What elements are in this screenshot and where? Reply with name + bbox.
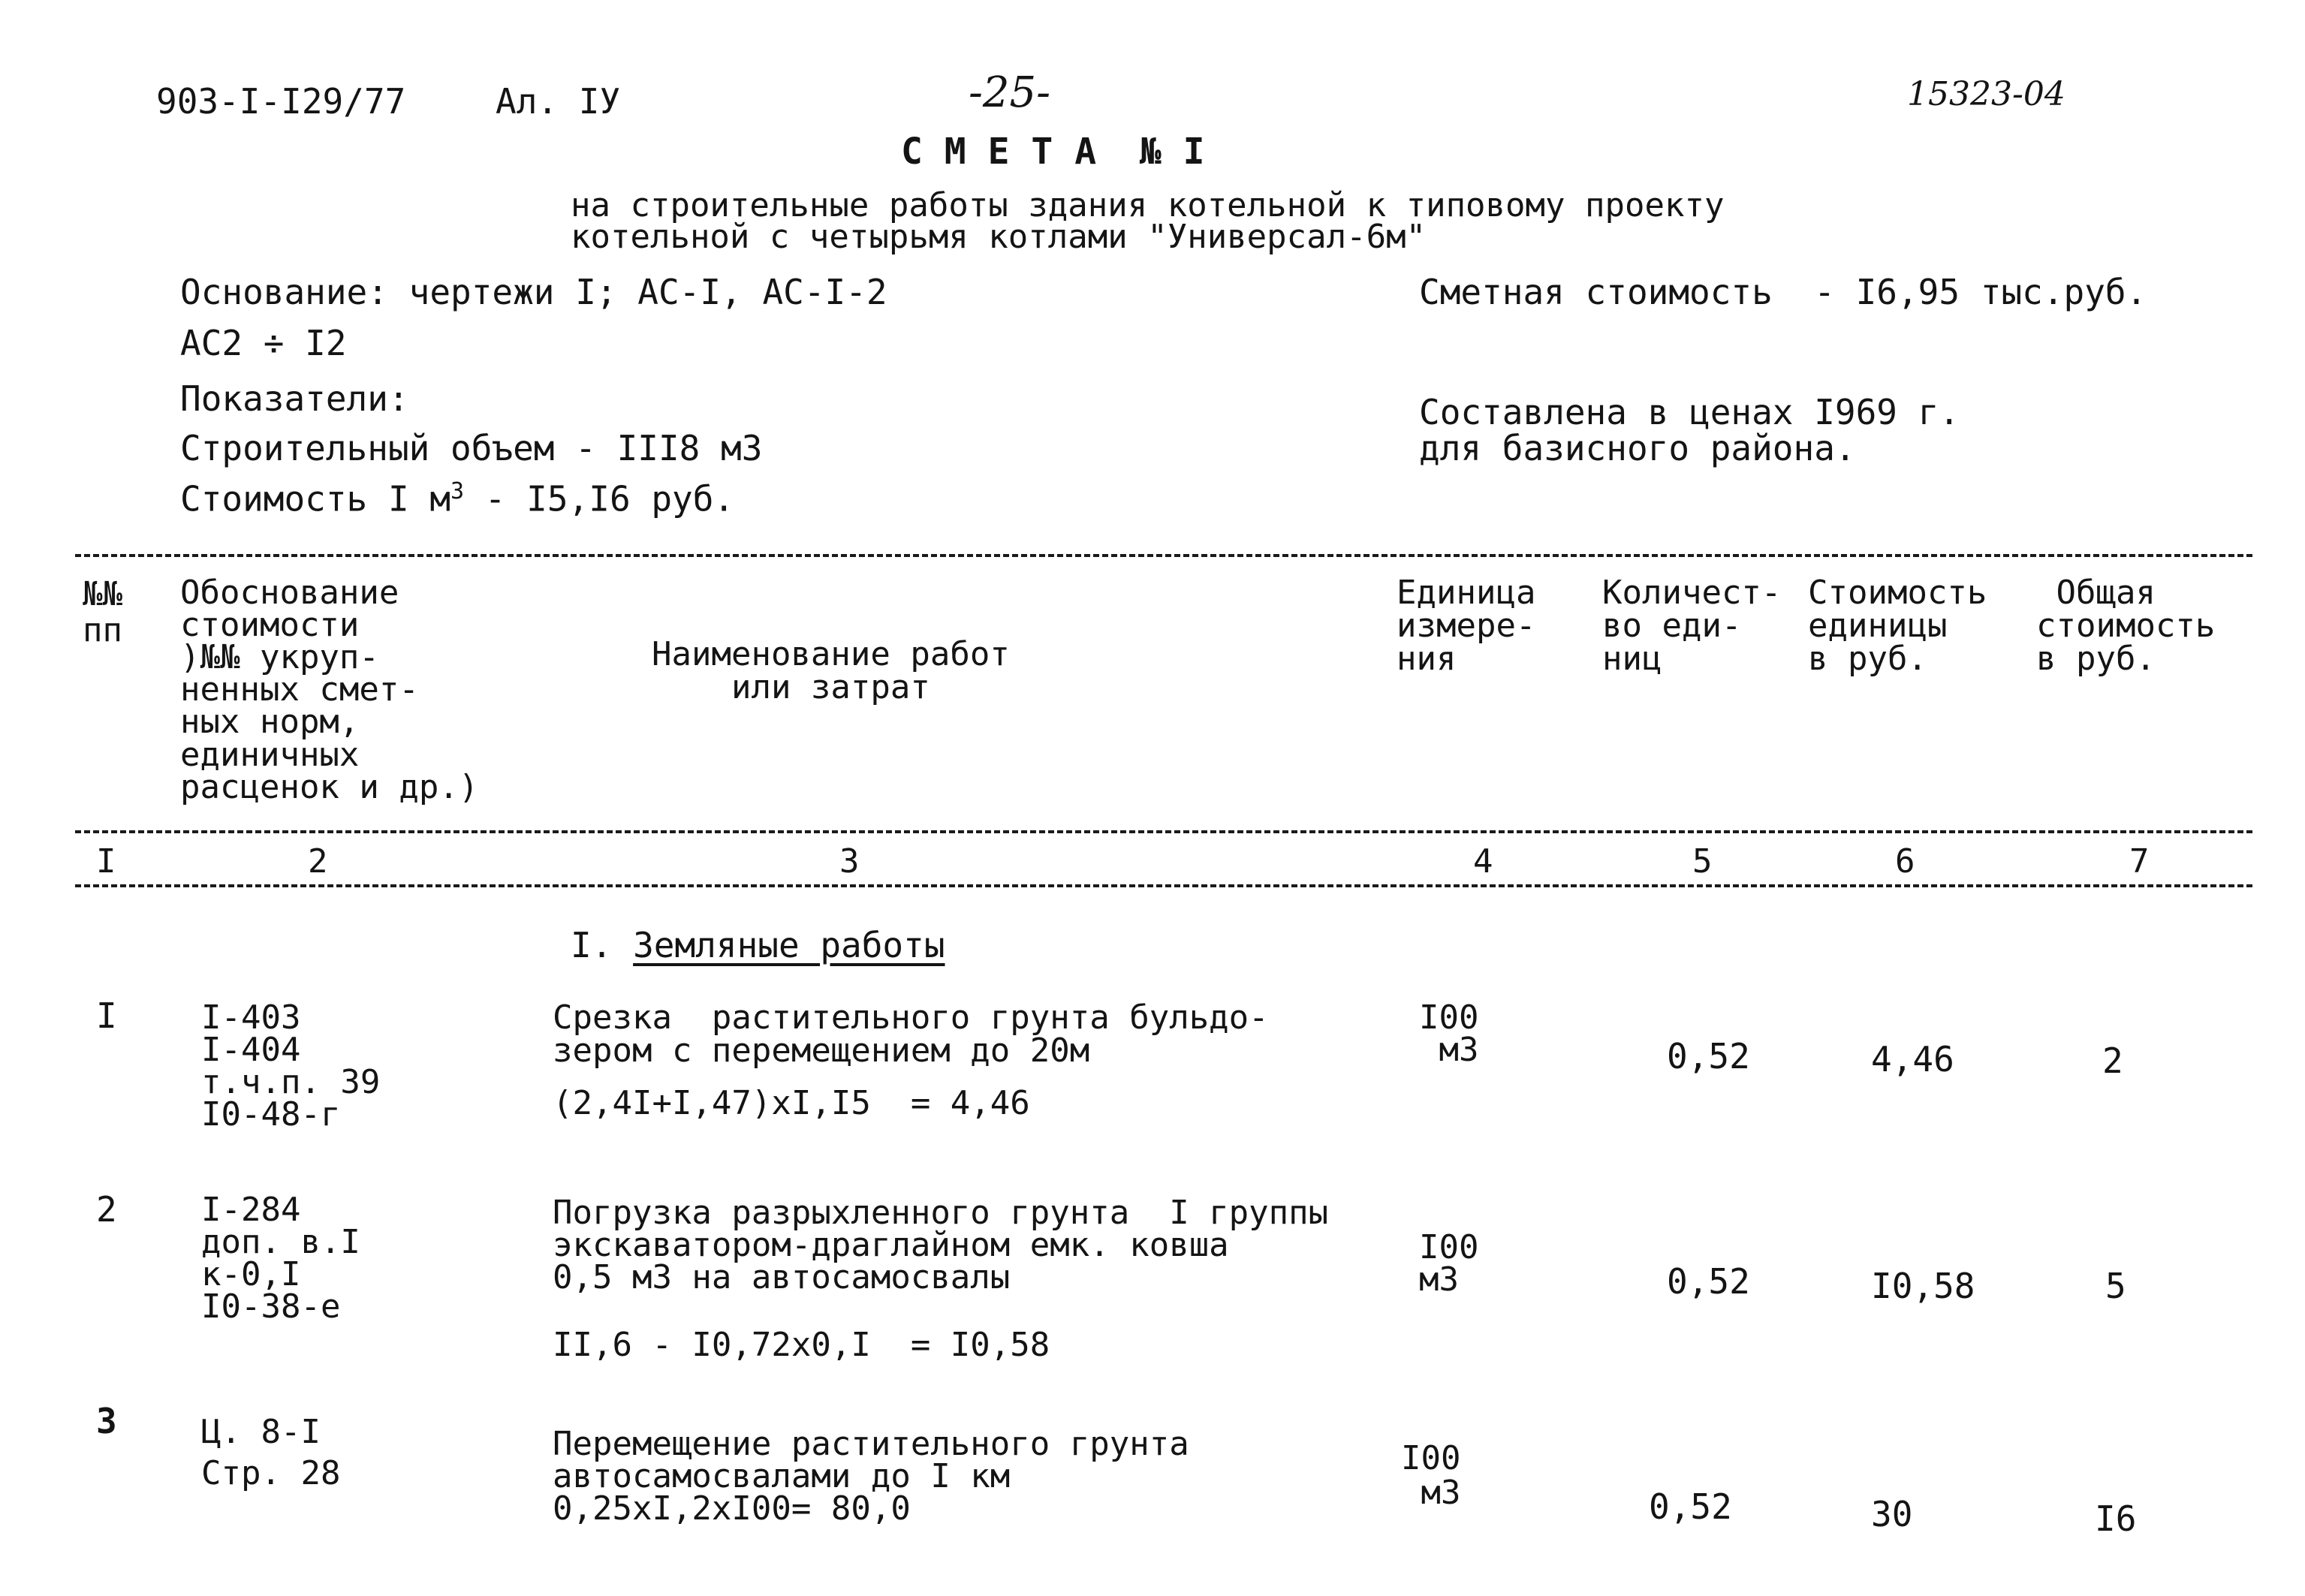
row-1-number: I [96, 995, 117, 1036]
basis-line-1: Основание: чертежи I; АС-I, АС-I-2 [180, 272, 887, 312]
column-header-unit-price: Стоимость единицы в руб. [1808, 574, 1987, 678]
prices-line-2: для базисного района. [1419, 428, 1856, 468]
album-label: Ал. IУ [496, 81, 621, 122]
row-3-unit-price: 30 [1871, 1494, 1913, 1534]
document-title: С М Е Т А № I [901, 131, 1205, 173]
row-3-name: Перемещение растительного грунта автосамосвалами до I км 0,25xI,2xI00= 80,0 [553, 1425, 1189, 1528]
column-header-quantity: Количест- во еди- ниц [1602, 574, 1782, 678]
row-3-unit: I00 м3 [1401, 1439, 1461, 1513]
row-3-quantity: 0,52 [1649, 1486, 1732, 1527]
row-1-name: Срезка растительного грунта бульдо- зером с перемещением до 20м [553, 998, 1269, 1070]
row-1-calc: (2,4I+I,47)xI,I5 = 4,46 [553, 1084, 1030, 1122]
column-number-5: 5 [1692, 842, 1713, 881]
row-1-quantity: 0,52 [1667, 1036, 1750, 1077]
column-header-basis: Обоснование стоимости )№№ укруп- ненных смет- ных норм, единичных расценок и др.) [180, 574, 479, 806]
column-number-2: 2 [308, 842, 328, 881]
column-header-total: Общая стоимость в руб. [2036, 574, 2216, 678]
basis-line-2: АС2 ÷ I2 [180, 323, 347, 363]
row-2-calc: II,6 - I0,72x0,I = I0,58 [553, 1326, 1050, 1364]
row-1-total: 2 [2102, 1040, 2123, 1081]
page-number: -25- [969, 68, 1051, 117]
row-2-number: 2 [96, 1189, 117, 1230]
column-header-name: Наименование работ или затрат [652, 635, 1010, 706]
document-code: 903-I-I29/77 [156, 81, 406, 122]
section-heading: I. Земляные работы [571, 925, 945, 965]
row-2-name: Погрузка разрыхленного грунта I группы экскаватором-драглайном емк. ковша 0,5 м3 на автосамосвалы [553, 1194, 1329, 1297]
estimated-cost: Сметная стоимость - I6,95 тыс.руб. [1419, 272, 2147, 312]
column-number-1: I [96, 842, 116, 881]
header-bottom-rule [75, 830, 2252, 833]
row-3-number: 3 [96, 1401, 117, 1441]
row-3-total: I6 [2095, 1498, 2137, 1539]
title-line-1: на строительные работы здания котельной к типовому проекту [571, 186, 1725, 224]
prices-line-1: Составлена в ценах I969 г. [1419, 392, 1960, 432]
column-number-6: 6 [1895, 842, 1915, 881]
row-2-quantity: 0,52 [1667, 1261, 1750, 1302]
unit-cost: Стоимость I $м^3 - I5,I6$ руб. [180, 478, 735, 519]
column-header-unit: Единица измере- ния [1397, 574, 1536, 678]
indicators-label: Показатели: [180, 378, 409, 419]
row-1-unit: I00 м3 [1419, 998, 1479, 1070]
row-2-basis: I-284 доп. в.I к-0,I I0-38-е [201, 1191, 360, 1326]
column-header-number: №№ пп [83, 575, 122, 649]
row-1-basis: I-403 I-404 т.ч.п. 39 I0-48-г [201, 998, 381, 1134]
column-number-4: 4 [1473, 842, 1493, 881]
header-top-rule [75, 554, 2252, 557]
row-3-basis: Ц. 8-I Стр. 28 [201, 1413, 341, 1492]
title-line-2: котельной с четырьмя котлами "Универсал-6м" [571, 218, 1427, 256]
column-number-7: 7 [2129, 842, 2150, 881]
row-2-unit: I00 м3 [1419, 1228, 1479, 1299]
document-id: 15323-04 [1907, 75, 2065, 113]
column-number-3: 3 [839, 842, 860, 881]
row-2-total: 5 [2105, 1266, 2126, 1306]
column-numbers-rule [75, 884, 2252, 887]
row-1-unit-price: 4,46 [1871, 1039, 1954, 1080]
building-volume: Строительный объем - III8 м3 [180, 428, 763, 468]
row-2-unit-price: I0,58 [1871, 1266, 1975, 1306]
